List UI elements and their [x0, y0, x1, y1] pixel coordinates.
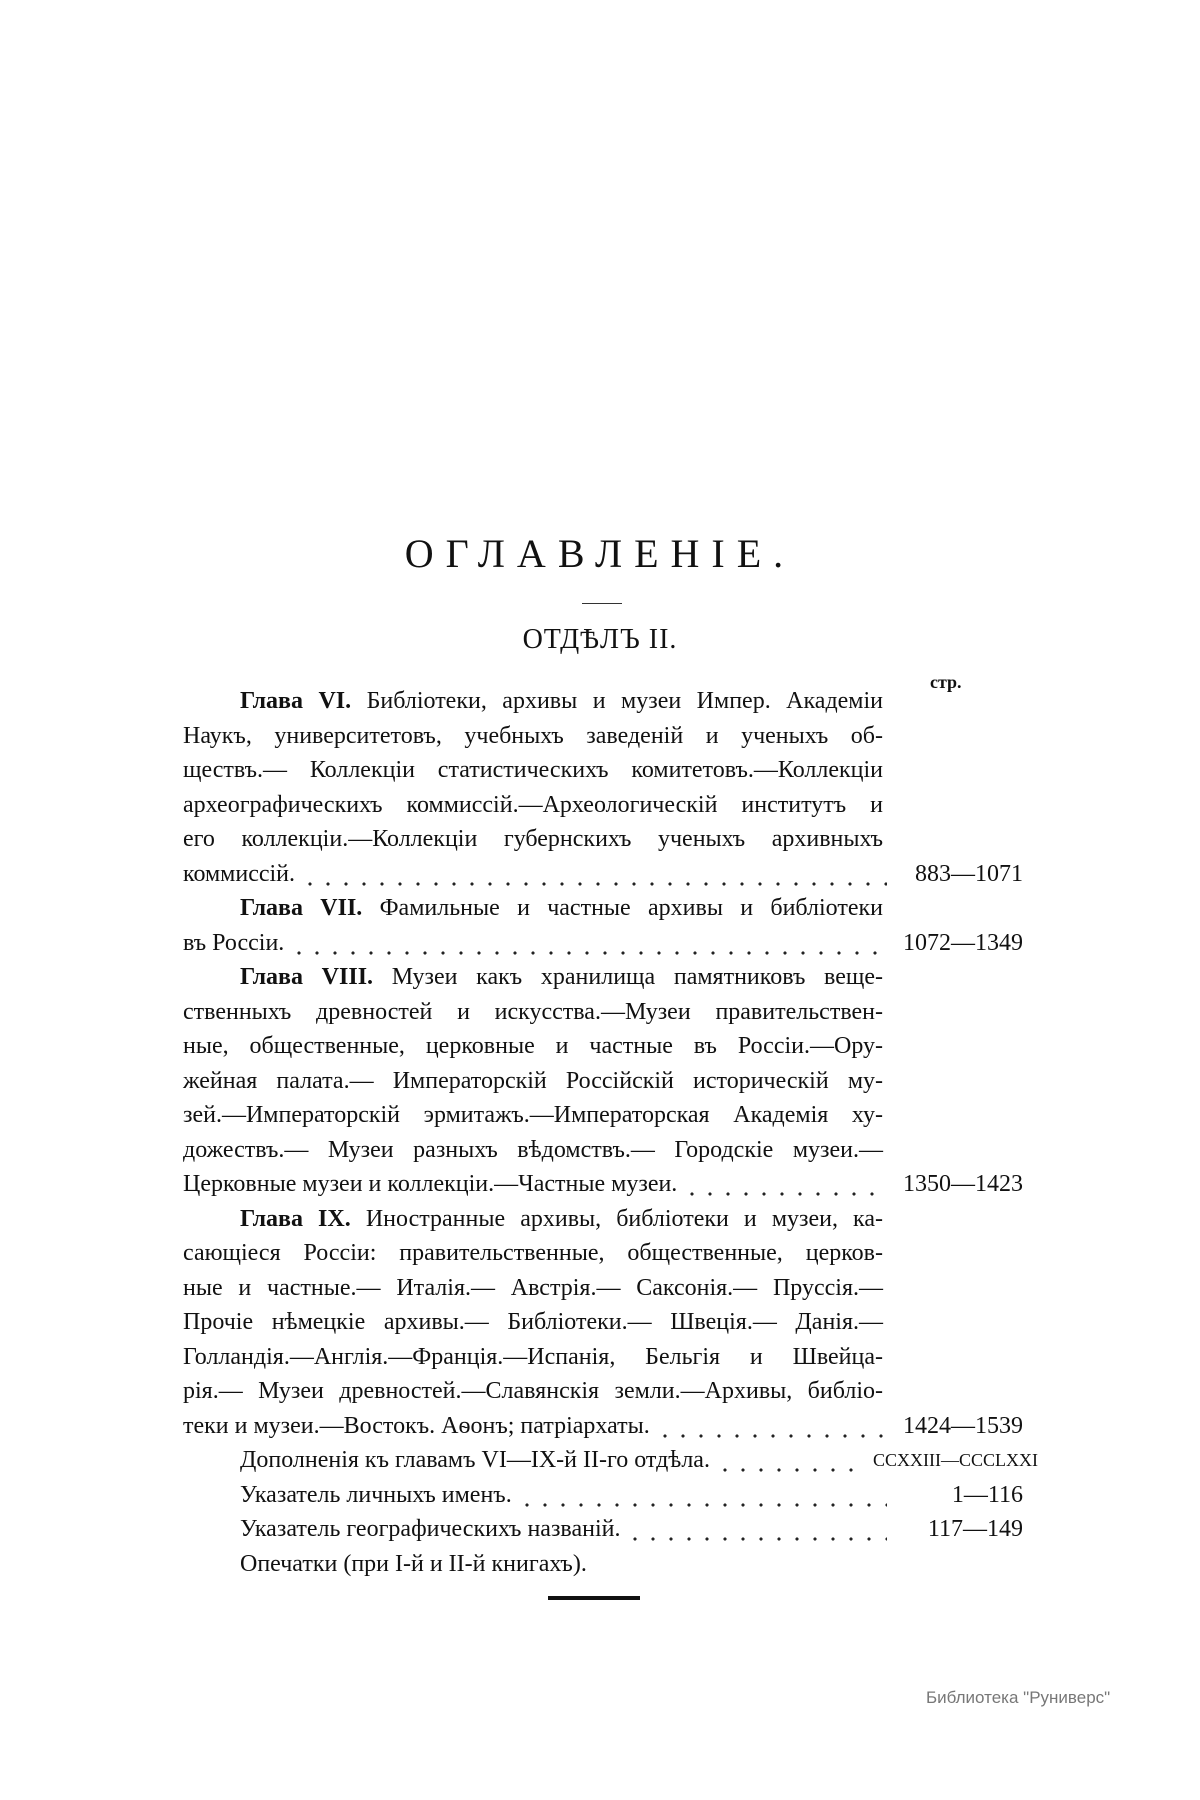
toc-line: [183, 822, 1023, 857]
toc-line: [183, 960, 1023, 995]
toc-extra-entry[interactable]: [183, 1443, 1038, 1478]
toc-line-text: [183, 684, 883, 719]
toc-line: [183, 1064, 1023, 1099]
toc-line-text: Указатель географическихъ названій.: [240, 1516, 621, 1542]
page-title: ОГЛАВЛЕНІЕ.: [404, 531, 796, 576]
toc-entry[interactable]: [183, 1202, 1023, 1444]
toc-line-text: зей.—Императорскій эрмитажъ.—Императорская Академія ху-: [183, 1102, 883, 1128]
toc-line-text: жейная палата.— Императорскій Россійскій историческій му-: [183, 1067, 883, 1094]
toc-line-text: сающіеся Россіи: правительственные, общественные, церков-: [183, 1240, 883, 1266]
chapter-label: Глава VIII.: [240, 964, 374, 990]
library-watermark: Библиотека "Руниверс": [926, 1688, 1111, 1707]
chapter-title-start: Библіотеки, архивы и музеи Импер. Академіи: [366, 688, 884, 714]
toc-extra-entry[interactable]: [183, 1547, 1023, 1582]
toc-line: [183, 1202, 1023, 1237]
toc-line: [183, 1305, 1023, 1340]
toc-line: [183, 1340, 1023, 1375]
toc-line-text: археографическихъ коммиссій.—Археологическій институтъ и: [183, 791, 883, 818]
page-range: 1424—1539: [903, 1412, 1023, 1439]
toc-line: [183, 1374, 1023, 1409]
toc-line-text: коммиссій.: [183, 860, 296, 887]
toc-line: [183, 1271, 1023, 1306]
dot-leader: [518, 1478, 887, 1513]
toc-line: [183, 995, 1023, 1030]
page-range: 1072—1349: [903, 929, 1023, 956]
dot-leader: [290, 926, 887, 961]
toc-line-text: Церковные музеи и коллекціи.—Частные музеи.: [183, 1171, 678, 1197]
toc-line-text: его коллекціи.—Коллекціи губернскихъ ученыхъ архивныхъ: [183, 826, 883, 852]
toc-entry[interactable]: [183, 891, 1023, 960]
dot-leader: [626, 1512, 887, 1547]
toc-line: [183, 1098, 1023, 1133]
toc-extra-entry[interactable]: [183, 1478, 1023, 1513]
toc-line-text: ственныхъ древностей и искусства.—Музеи правительствен-: [183, 998, 883, 1025]
chapter-label: Глава VII.: [240, 895, 363, 921]
page-range: 117—149: [927, 1516, 1023, 1542]
toc-line-text: Голландія.—Англія.—Франція.—Испанія, Бельгія и Швейца-: [183, 1343, 883, 1370]
toc-line-text: дожествъ.— Музеи разныхъ вѣдомствъ.— Городскіе музеи.—: [183, 1136, 883, 1163]
toc-line: [183, 1133, 1023, 1168]
toc-leader-line: [183, 857, 1023, 892]
toc-line-text: Прочіе нѣмецкіе архивы.— Библіотеки.— Швеція.— Данія.—: [183, 1309, 883, 1335]
toc-line-text: въ Россіи.: [183, 929, 285, 956]
dot-leader: [656, 1409, 887, 1444]
section-heading: ОТДѢЛЪ II.: [522, 624, 678, 655]
page-range: 883—1071: [915, 860, 1023, 887]
toc-line: [183, 1236, 1023, 1271]
chapter-title-start: Фамильные и частные архивы и библіотеки: [379, 895, 884, 921]
page-range: 1350—1423: [903, 1171, 1023, 1197]
toc-line-text: Дополненія къ главамъ VI—IX-й II-го отдѣла.: [240, 1447, 710, 1473]
toc-line-text: [183, 1202, 883, 1237]
table-of-contents: [183, 684, 1038, 1581]
page-range: 1—116: [951, 1481, 1023, 1508]
title-divider: [582, 603, 622, 604]
dot-leader: [683, 1167, 887, 1202]
toc-leader-line: [183, 926, 1023, 961]
chapter-title-start: Музеи какъ хранилища памятниковъ веще-: [391, 964, 884, 990]
chapter-label: Глава IX.: [240, 1205, 351, 1232]
page-range: CCXXIII—CCCLXXI: [873, 1450, 1038, 1470]
pages-column-header: стр.: [930, 672, 962, 692]
chapter-title-start: Иностранные архивы, библіотеки и музеи, ка-: [365, 1205, 884, 1232]
toc-entry[interactable]: [183, 960, 1023, 1202]
toc-line: [183, 753, 1023, 788]
toc-line: [183, 1029, 1023, 1064]
toc-line-text: рія.— Музеи древностей.—Славянскія земли.—Архивы, библіо-: [183, 1378, 883, 1404]
toc-line-text: Указатель личныхъ именъ.: [240, 1481, 512, 1508]
toc-line-text: Наукъ, университетовъ, учебныхъ заведеній и ученыхъ об-: [183, 722, 883, 749]
toc-line-text: ные, общественные, церковные и частные въ Россіи.—Ору-: [183, 1033, 883, 1059]
toc-extra-entry[interactable]: [183, 1512, 1023, 1547]
toc-entry[interactable]: [183, 684, 1023, 891]
toc-leader-line: [183, 1167, 1023, 1202]
toc-line-text: теки и музеи.—Востокъ. Аѳонъ; патріархаты.: [183, 1412, 650, 1439]
toc-line-text: [183, 891, 883, 926]
toc-line-text: ные и частные.— Италія.— Австрія.— Саксонія.— Пруссія.—: [183, 1274, 883, 1301]
toc-line-text: [183, 960, 883, 995]
toc-line: [183, 684, 1023, 719]
dot-leader: [716, 1443, 867, 1478]
toc-line-text: Опечатки (при I-й и II-й книгахъ).: [240, 1550, 587, 1577]
dot-leader: [301, 857, 887, 892]
toc-line: [183, 788, 1023, 823]
toc-line-text: ществъ.— Коллекціи статистическихъ комитетовъ.—Коллекціи: [183, 757, 883, 783]
chapter-label: Глава VI.: [240, 688, 352, 714]
toc-line: [183, 719, 1023, 754]
toc-line: [183, 891, 1023, 926]
toc-leader-line: [183, 1409, 1023, 1444]
end-rule: [548, 1596, 640, 1600]
